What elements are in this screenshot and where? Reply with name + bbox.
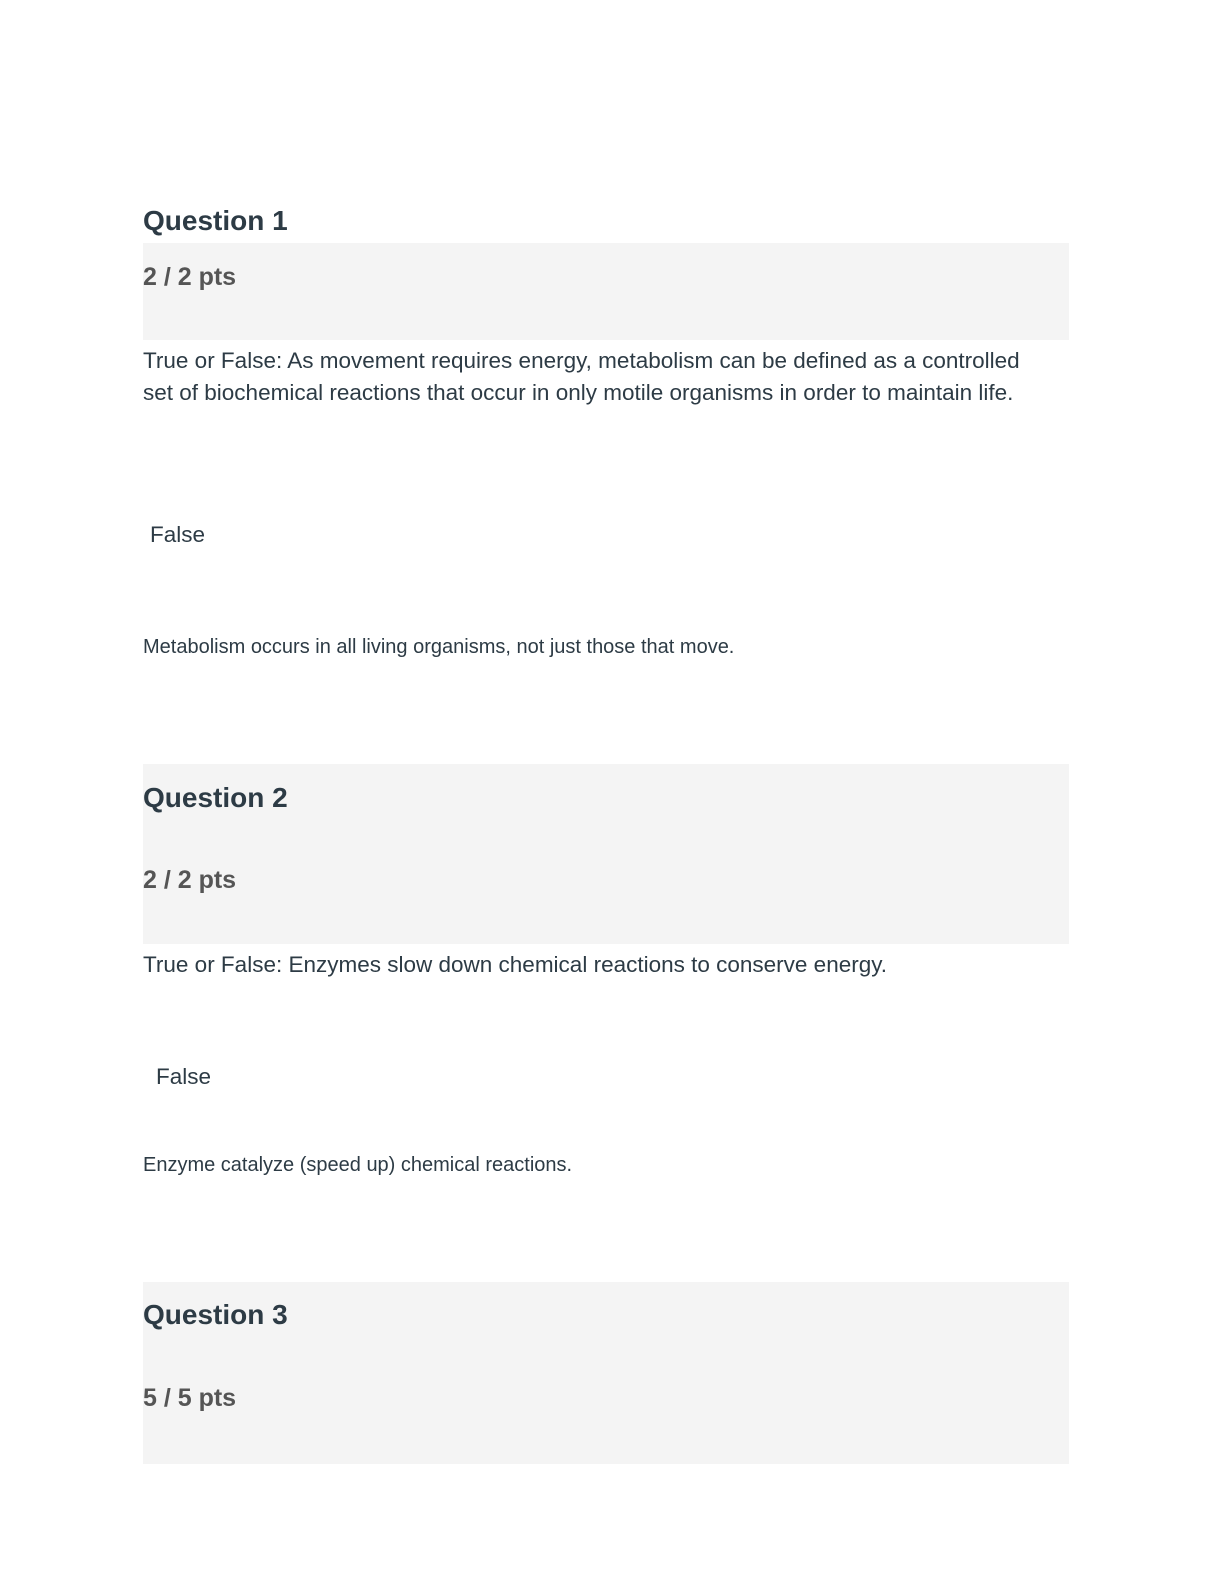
question-text: True or False: Enzymes slow down chemical reactions to conserve energy. xyxy=(143,952,888,977)
selected-answer: False xyxy=(156,1064,212,1089)
selected-answer: False xyxy=(150,522,206,547)
question-text: True or False: As movement requires energy, metabolism can be defined as a controlled set of biochemical reactions that occur in only motile organisms in order to maintain life. xyxy=(143,348,1020,405)
points-score: 5 / 5 pts xyxy=(143,1384,237,1412)
question-title: Question 2 xyxy=(143,782,288,813)
answer-feedback: Metabolism occurs in all living organisms, not just those that move. xyxy=(143,636,735,658)
question-header xyxy=(143,764,1069,944)
points-score: 2 / 2 pts xyxy=(143,866,237,894)
question-title: Question 3 xyxy=(143,1299,288,1330)
question-title: Question 1 xyxy=(143,205,288,236)
question-header xyxy=(143,1282,1069,1464)
points-header xyxy=(143,243,1069,340)
answer-feedback: Enzyme catalyze (speed up) chemical reactions. xyxy=(143,1154,573,1176)
points-score: 2 / 2 pts xyxy=(143,263,237,291)
